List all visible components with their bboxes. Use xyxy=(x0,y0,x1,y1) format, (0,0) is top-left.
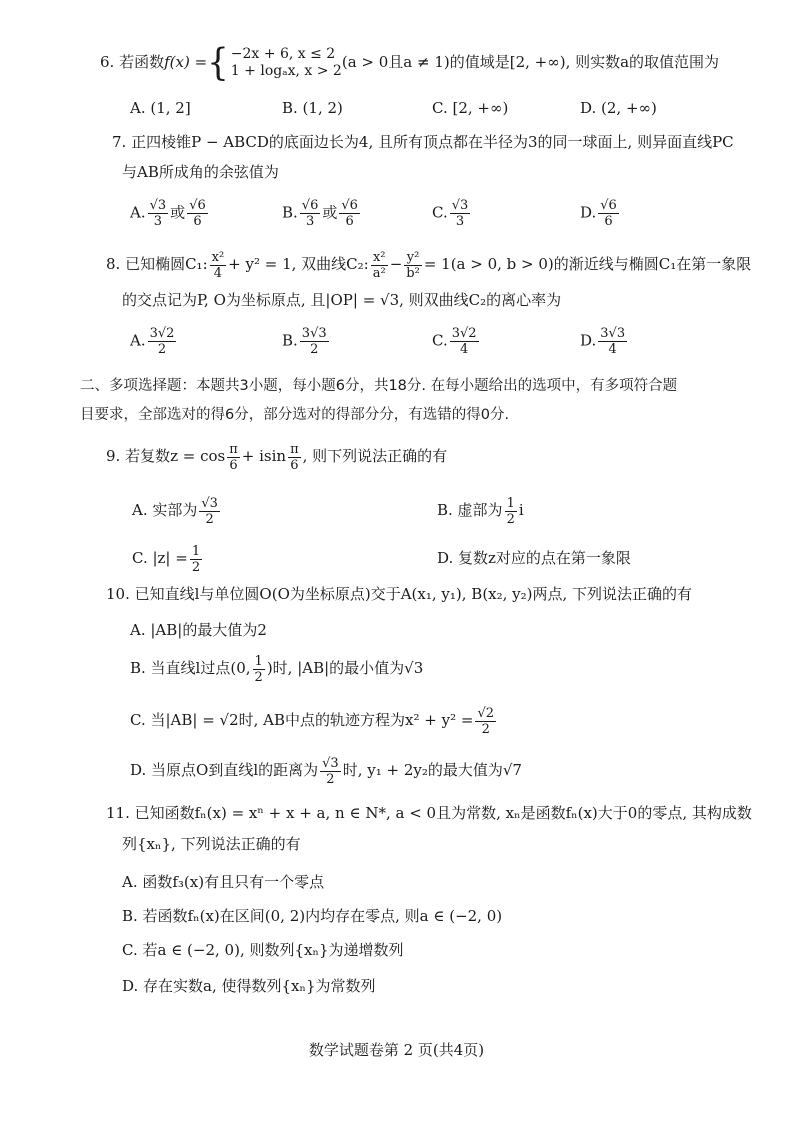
q11-option-c: C. 若a ∈ (−2, 0), 则数列{xₙ}为递增数列 xyxy=(122,941,404,959)
page-footer: 数学试题卷第 2 页(共4页) xyxy=(308,1041,485,1059)
q7-option-a: A. $\frac{√3}{3}$ 或 $\frac{√6}{6}$ xyxy=(130,198,206,229)
q7-option-c: C. $\frac{√3}{3}$ xyxy=(432,198,469,229)
question-7-line2: 与AB所成角的余弦值为 xyxy=(122,163,279,181)
q7-option-b: B. $\frac{√6}{3}$ 或 $\frac{√6}{6}$ xyxy=(282,198,358,229)
q9-option-a: A. 实部为 $\frac{√3}{2}$ xyxy=(132,495,218,527)
q11-option-a: A. 函数f₃(x)有且只有一个零点 xyxy=(122,873,325,891)
q6-case1: −2x + 6, x ≤ 2 xyxy=(230,46,336,62)
question-11-line1: 11. 已知函数fₙ(x) = xⁿ + x + a, n ∈ N*, a < 0且为常数, xₙ是函数fₙ(x)大于0的零点, 其构成数 xyxy=(106,804,752,822)
q9-option-c: C. |z| = $\frac{1}{2}$ xyxy=(132,543,201,575)
q8-option-a: A. $\frac{3√2}{2}$ xyxy=(130,326,175,357)
q6-option-b: B. (1, 2) xyxy=(282,99,343,117)
q6-func: f(x) = xyxy=(164,53,208,71)
section-2-heading-line1: 二、多项选择题：本题共3小题，每小题6分，共18分. 在每小题给出的选项中，有多项符合题 xyxy=(80,378,678,394)
question-11-line2: 列{xₙ}, 下列说法正确的有 xyxy=(122,835,301,853)
q11-option-b: B. 若函数fₙ(x)在区间(0, 2)内均存在零点, 则a ∈ (−2, 0) xyxy=(122,907,503,925)
q10-option-d: D. 当原点O到直线l的距离为 $\frac{√3}{2}$ 时, y₁ + 2y₂的最大值为√7 xyxy=(130,755,522,787)
q8-option-c: C. $\frac{3√2}{4}$ xyxy=(432,326,477,357)
question-10-stem: 10. 已知直线l与单位圆O(O为坐标原点)交于A(x₁, y₁), B(x₂, y₂)两点, 下列说法正确的有 xyxy=(106,585,693,603)
q6-cases xyxy=(231,46,342,80)
q10-option-a: A. |AB|的最大值为2 xyxy=(130,621,267,639)
q10-option-c: C. 当|AB| = √2时, AB中点的轨迹方程为x² + y² = $\frac{√2}{2}$ xyxy=(130,705,495,737)
question-9-stem: 9. 若复数z = cos $\frac{\pi}{6}$ + isin $\frac{\pi}{6}$ , 则下列说法正确的有 xyxy=(106,441,448,473)
q8-option-b: B. $\frac{3√3}{2}$ xyxy=(282,326,327,357)
q6-option-c: C. [2, +∞) xyxy=(432,99,509,117)
q6-option-d: D. (2, +∞) xyxy=(580,99,657,117)
q6-option-a: A. (1, 2] xyxy=(130,99,191,117)
q10-option-b: B. 当直线l过点(0, $\frac{1}{2}$ )时, |AB|的最小值为√3 xyxy=(130,653,424,685)
q7-option-d: D. $\frac{√6}{6}$ xyxy=(580,198,617,229)
q6-case2: 1 + logₐx, x > 2 xyxy=(230,63,342,79)
q6-brace: { xyxy=(207,41,229,85)
section-2-heading-line2: 目要求，全部选对的得6分，部分选对的得部分分，有选错的得0分. xyxy=(80,407,510,423)
q11-option-d: D. 存在实数a, 使得数列{xₙ}为常数列 xyxy=(122,977,376,995)
question-7-line1: 7. 正四棱锥P − ABCD的底面边长为4, 且所有顶点都在半径为3的同一球面上, 则异面直线PC xyxy=(112,133,734,151)
question-8-line1: 8. 已知椭圆C₁: $\frac{\text{x²}}{4}$ + y² = 1, 双曲线C₂: $\frac{\text{x²}}{\text{a²}}$ − $\frac{\text{y²}}{\text{b²}}$ = 1(a > 0, b > 0)的渐近线与椭圆C₁在第一象限 xyxy=(106,249,752,281)
question-6-stem xyxy=(100,41,720,85)
q9-option-d: D. 复数z对应的点在第一象限 xyxy=(437,549,631,567)
q6-suffix: (a > 0且a ≠ 1)的值域是[2, +∞), 则实数a的取值范围为 xyxy=(341,53,720,71)
q8-option-d: D. $\frac{3√3}{4}$ xyxy=(580,326,626,357)
question-8-line2: 的交点记为P, O为坐标原点, 且|OP| = √3, 则双曲线C₂的离心率为 xyxy=(122,291,562,309)
q6-prefix: 6. 若函数 xyxy=(100,53,165,71)
q9-option-b: B. 虚部为 $\frac{1}{2}$ i xyxy=(437,495,524,527)
